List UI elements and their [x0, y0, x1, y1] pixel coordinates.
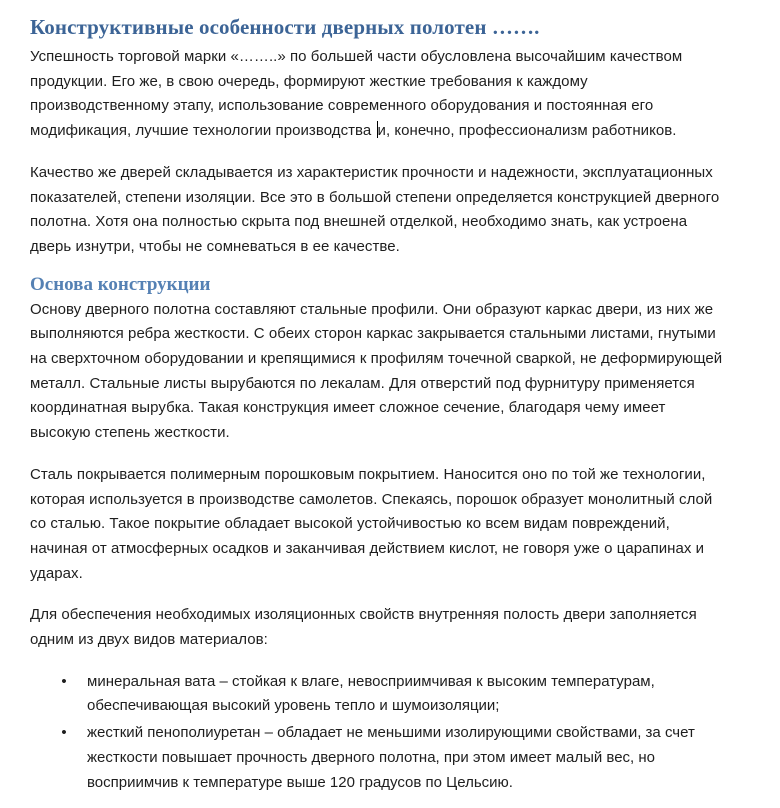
section-paragraph-2[interactable]	[30, 463, 778, 587]
text-line: минеральная вата – стойкая к влаге, невосприимчивая к высоким температурам,	[87, 672, 655, 690]
text-line: производственному этапу, использование современного оборудования и постоянная его	[30, 97, 654, 115]
text-line: металл. Стальные листы вырубаются по лекалам. Для отверстий под фурнитуру применяется	[30, 374, 695, 392]
text-line: Основу дверного полотна составляют стальные профили. Они образуют каркас двери, из них же	[30, 300, 714, 318]
text-line: выполняются ребра жесткости. С обеих сторон каркас закрывается стальными листами, гнутыми	[30, 325, 716, 343]
text-line: со сталью. Такое покрытие обладает высокой устойчивостью ко всем видам повреждений,	[30, 515, 670, 533]
document-title: Конструктивные особенности дверных полотен …….	[30, 15, 540, 39]
text-line: продукции. Его же, в свою очередь, формируют жесткие требования к каждому	[30, 72, 588, 90]
text-line: жесткости повышает прочность дверного полотна, при этом имеет малый вес, но	[87, 748, 656, 766]
bullet-icon: •	[61, 672, 67, 690]
text-line: координатная вырубка. Такая конструкция имеет сложное сечение, благодаря чему имеет	[30, 399, 666, 417]
text-line: начиная от атмосферных осадков и заканчивая действием кислот, не говоря уже о царапинах и	[30, 539, 705, 557]
bullet-icon: •	[61, 724, 67, 742]
list-item[interactable]	[30, 721, 778, 795]
text-line: восприимчив к температуре выше 120 градусов по Цельсию.	[87, 773, 513, 791]
text-line: высокую степень жесткости.	[30, 424, 230, 442]
section-paragraph-3[interactable]	[30, 603, 778, 652]
text-line: жесткий пенополиуретан – обладает не меньшими изолирующими свойствами, за счет	[87, 724, 695, 742]
text-line: Для обеспечения необходимых изоляционных свойств внутренняя полость двери заполняется	[30, 606, 697, 624]
text-line: дверь изнутри, чтобы не сомневаться в ее качестве.	[30, 237, 400, 255]
list-item[interactable]	[30, 670, 778, 719]
document-page[interactable]	[30, 12, 778, 797]
text-line: показателей, степени изоляции. Все это в большой степени определяется конструкцией дверного	[30, 188, 720, 206]
materials-list	[30, 670, 778, 796]
intro-paragraph-2[interactable]	[30, 161, 778, 260]
text-line: обеспечивающая высокий уровень тепло и шумоизоляции;	[87, 697, 500, 715]
text-line: полотна. Хотя она полностью скрыта под внешней отделкой, необходимо знать, как устроена	[30, 213, 688, 231]
text-line: и, конечно, профессионализм работников.	[377, 122, 677, 140]
text-line: которая используется в производстве самолетов. Спекаясь, порошок образует монолитный слой	[30, 490, 713, 508]
text-line: Качество же дверей складывается из характеристик прочности и надежности, эксплуатационных	[30, 163, 713, 181]
text-line: на сверхточном оборудовании и крепящимися к профилям точечной сваркой, не деформирующей	[30, 350, 723, 368]
text-line: модификация, лучшие технологии производства	[30, 122, 376, 140]
section-paragraph-1[interactable]	[30, 298, 778, 446]
text-line: Сталь покрывается полимерным порошковым покрытием. Наносится оно по той же технологии,	[30, 465, 706, 483]
section-heading: Основа конструкции	[30, 273, 211, 295]
intro-paragraph-1[interactable]	[30, 45, 778, 144]
text-line: одним из двух видов материалов:	[30, 631, 268, 649]
text-line: ударах.	[30, 564, 83, 582]
text-line: Успешность торговой марки «……..» по большей части обусловлена высочайшим качеством	[30, 48, 683, 65]
